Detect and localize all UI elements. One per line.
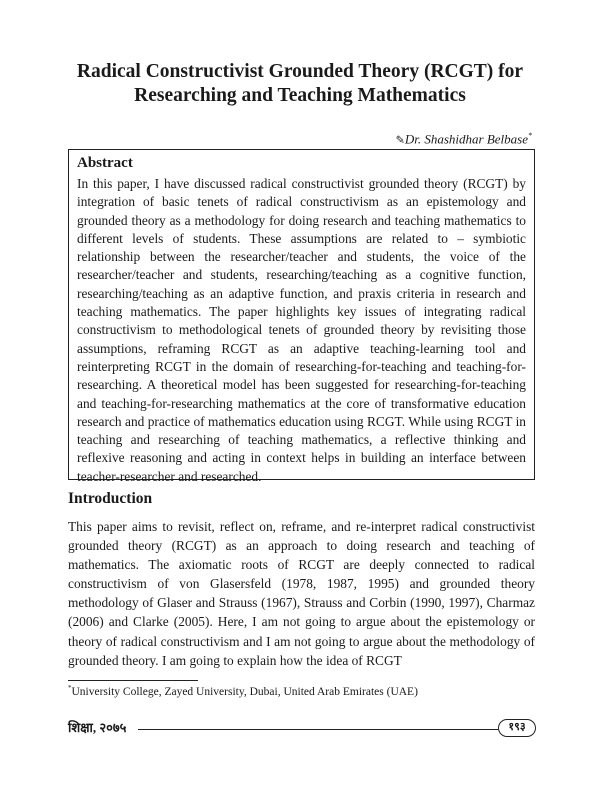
footnote-divider [68, 680, 198, 681]
title-line-1: Radical Constructivist Grounded Theory (RCGT) for [76, 61, 524, 82]
paper-title [40, 60, 560, 108]
footnote [68, 684, 418, 698]
introduction-text: This paper aims to revisit, reflect on, reframe, and re-interpret radical constructivist grounded theory (RCGT) as an approach to doing research and teaching of mathematics. The axiomatic roots of RCGT are deeply connected to radical constructivism of von Glasersfeld (1978, 1987, 1995) and grounded theory methodology of Glaser and Strauss (1967), Strauss and Corbin (1990, 1997), Charmaz (2006) and Clarke (2005). Here, I am not going to argue about the epistemology or theory of radical constructivism and I am not going to argue about the methodology of grounded theory. I am going to explain how the idea of RCGT [68, 519, 535, 668]
journal-name: शिक्षा, २०७५ [68, 720, 127, 735]
abstract-text: In this paper, I have discussed radical constructivist grounded theory (RCGT) by integration of basic tenets of radical constructivism as an epistemology and grounded theory as a methodology for doing research and teaching mathematics to different levels of students. These assumptions are related to – symbiotic relationship between the researcher/teacher and students, the voice of the researcher/teacher and students, researching/teaching as a cognitive function, researching/teaching as an adaptive function, and praxis criteria in research and teaching mathematics. The paper highlights key issues of integrating radical constructivism to methodological tenets of grounded theory by revisiting those assumptions, reframing RCGT as an adaptive teaching-learning tool and reinterpreting RCGT in the domain of researching-for-teaching and teaching-for-researching. A theoretical model has been suggested for researching-for-teaching and teaching-for-researching mathematics at the core of transformative education research and practice of mathematics education using RCGT. While using RCGT in teaching and researching of teaching mathematics, a reflective thinking and reflexive reasoning and acting in context helps in building an interface between teacher-researcher and researched. [77, 176, 526, 484]
abstract-heading: Abstract [77, 155, 133, 171]
abstract-box [68, 149, 535, 484]
footer-rule [138, 729, 498, 730]
footnote-marker: * [68, 684, 72, 692]
author-footnote-marker: * [528, 131, 532, 140]
introduction-heading: Introduction [68, 490, 153, 507]
pen-icon: ✎ [395, 134, 405, 147]
title-line-2: Researching and Teaching Mathematics [134, 85, 466, 106]
author-line [396, 131, 532, 147]
footnote-text: University College, Zayed University, Dubai, United Arab Emirates (UAE) [71, 685, 418, 698]
page-number: १९३ [498, 719, 536, 737]
author-name: Dr. Shashidhar Belbase [404, 131, 528, 147]
